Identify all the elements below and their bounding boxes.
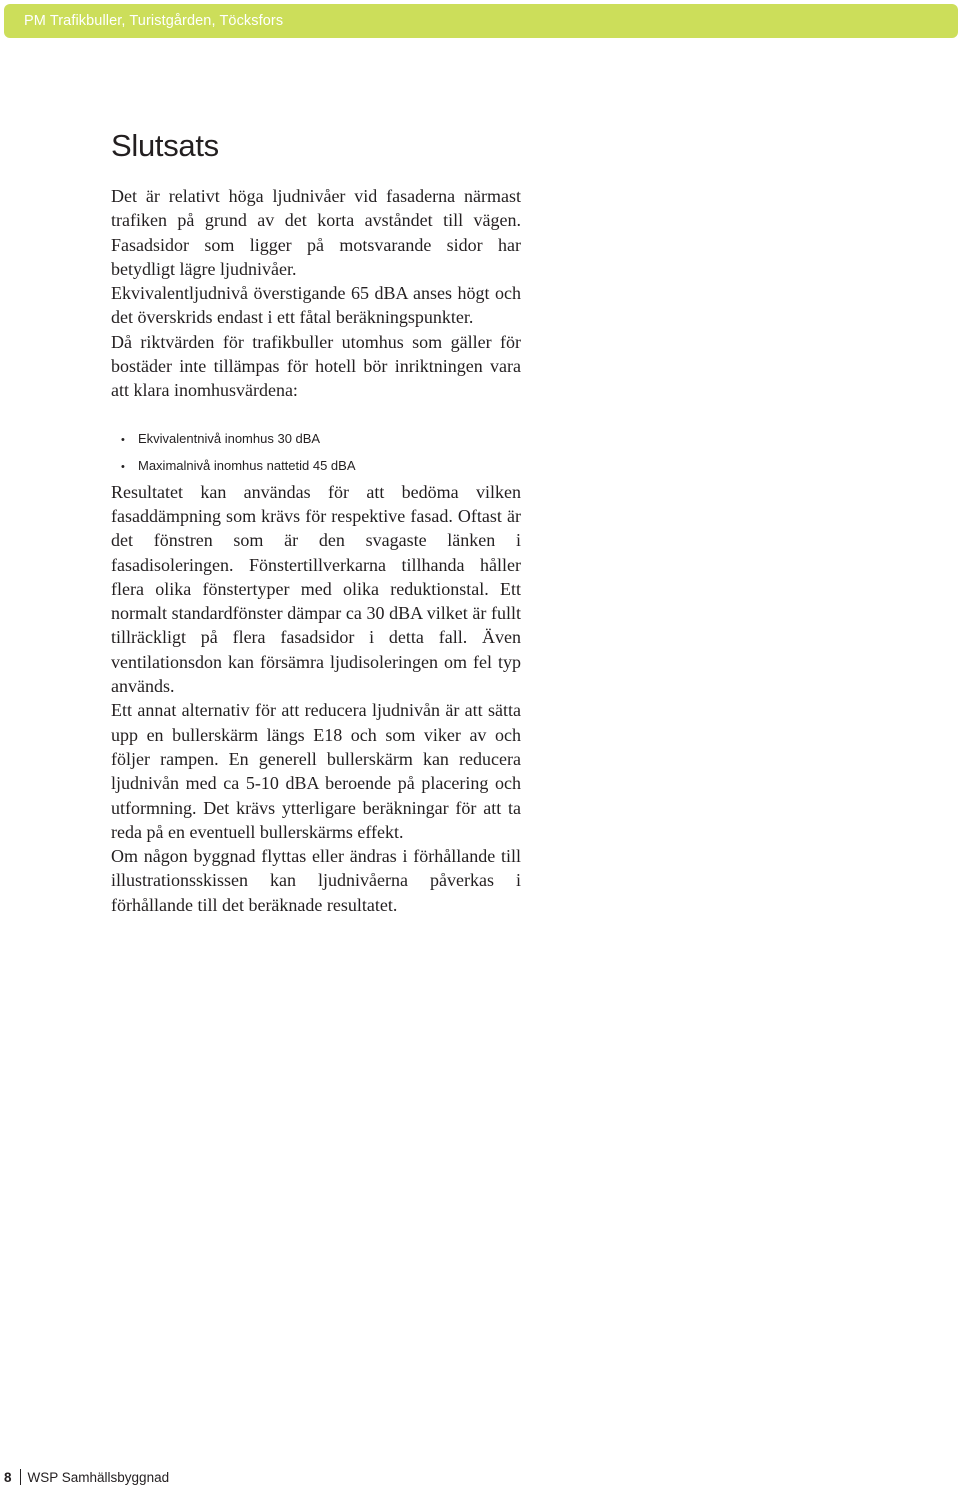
list-item: [111, 453, 521, 480]
list-item-text: Ekvivalentnivå inomhus 30 dBA: [138, 430, 321, 446]
section-title: Slutsats: [111, 128, 219, 163]
page-number: 8: [4, 1469, 12, 1485]
document-header-title: PM Trafikbuller, Turistgården, Töcksfors: [24, 13, 284, 29]
paragraph-byggnad: Om någon byggnad flyttas eller ändras i förhållande till illustrationsskissen kan ljudnivåerna påverkas i förhållande till det beräknade resultatet.: [111, 846, 521, 915]
footer-company: WSP Samhällsbyggnad: [27, 1469, 170, 1485]
bullet-icon: •: [121, 433, 125, 446]
bullet-icon: •: [121, 460, 125, 473]
footer-divider: [20, 1469, 21, 1485]
list-item: [111, 426, 521, 453]
paragraph-riktvarden: Då riktvärden för trafikbuller utomhus som gäller för bostäder inte tillämpas för hotell bör inriktningen vara att klara inomhusvärdena:: [111, 331, 521, 401]
paragraph-ekvivalent: Ekvivalentljudnivå överstigande 65 dBA anses högt och det överskrids endast i ett fåtal beräkningspunkter.: [111, 283, 521, 328]
paragraph-bullerskarm: Ett annat alternativ för att reducera ljudnivån är att sätta upp en bullerskärm längs E18 och som viker av och följer rampen. En generell bullerskärm kan reducera ljudnivån med ca 5-10 dBA beroende på placering och utformning. Det krävs ytterligare beräkningar för att ta reda på en eventuell bullerskärms effekt.: [111, 700, 521, 842]
paragraph-intro: Det är relativt höga ljudnivåer vid fasaderna närmast trafiken på grund av det korta avståndet till vägen. Fasadsidor som ligger på motsvarande sidor har betydligt lägre ljudnivåer.: [111, 186, 521, 279]
list-item-text: Maximalnivå inomhus nattetid 45 dBA: [138, 457, 356, 473]
page-footer: [4, 1469, 169, 1485]
header-bar: [4, 4, 958, 38]
paragraph-resultatet: Resultatet kan användas för att bedöma vilken fasaddämpning som krävs för respektive fasad. Oftast är det fönstren som är den svagaste länken i fasadisoleringen. Fönstertillverkarna tillhanda håller flera olika fönstertyper med olika reduktionstal. Ett normalt standardfönster dämpar ca 30 dBA vilket är fullt tillräckligt på flera fasadsidor i detta fall. Även ventilationsdon kan försämra ljudisoleringen om fel typ används.: [111, 481, 521, 697]
requirement-list: [111, 426, 521, 480]
main-content: [111, 128, 521, 917]
